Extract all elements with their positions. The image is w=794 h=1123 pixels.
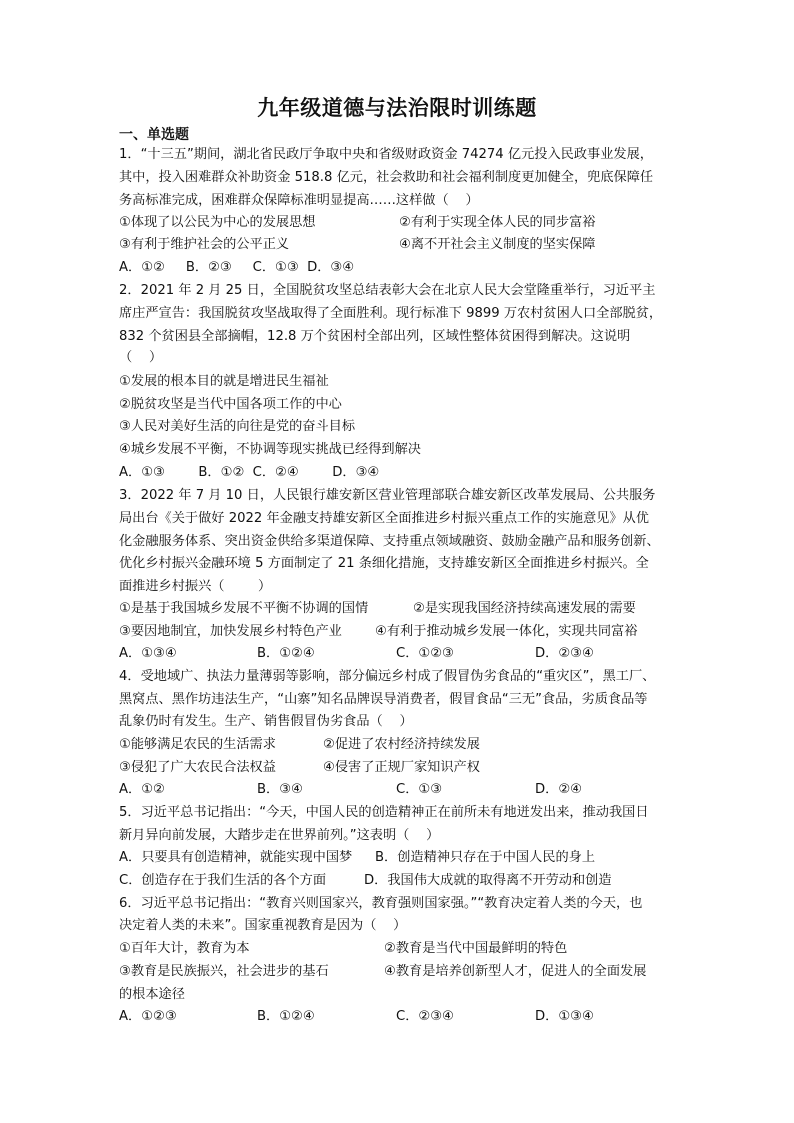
question-5-answer-b: B．创造精神只存在于中国人民的身上 <box>375 850 596 865</box>
question-5-line-1: 5．习近平总书记指出：“今天，中国人民的创造精神正在前所未有地迸发出来，推动我国日 <box>119 805 649 820</box>
question-3-line-3: 化金融服务体系、突出资金供给多渠道保障、支持重点领域融资、鼓励金融产品和服务创新、 <box>119 534 660 549</box>
question-3-options-row-1 <box>119 598 679 620</box>
question-1-options-row-2 <box>119 234 679 256</box>
question-3-answer-c: C．①②③ <box>396 646 454 661</box>
question-4-option-4: ④侵害了正规厂家知识产权 <box>323 760 480 775</box>
question-3-option-4: ④有利于推动城乡发展一体化，实现共同富裕 <box>375 624 638 639</box>
question-6-answers <box>119 1006 679 1028</box>
question-1-option-4: ④离不开社会主义制度的坚实保障 <box>399 237 596 252</box>
question-6-option-3: ③教育是民族振兴，社会进步的基石 <box>119 964 329 979</box>
question-5-answers-row-2 <box>119 870 679 892</box>
question-6-option-1: ①百年大计，教育为本 <box>119 941 250 956</box>
question-6-answer-c: C．②③④ <box>396 1009 454 1024</box>
question-5-answer-c: C．创造存在于我们生活的各个方面 <box>119 873 327 888</box>
question-5-line-2: 新月异向前发展，大踏步走在世界前列。”这表明（ ） <box>119 828 440 843</box>
question-3-option-1: ①是基于我国城乡发展不平衡不协调的国情 <box>119 601 369 616</box>
question-3-option-3: ③要因地制宜，加快发展乡村特色产业 <box>119 624 342 639</box>
question-6-line-2: 决定着人类的未来”。国家重视教育是因为（ ） <box>119 918 407 933</box>
question-2-option-3: ③人民对美好生活的向往是党的奋斗目标 <box>119 419 356 434</box>
question-4-line-1: 4．受地域广、执法力量薄弱等影响，部分偏远乡村成了假冒伪劣食品的“重灾区”，黑工厂、 <box>119 669 656 684</box>
question-3-line-5: 面推进乡村振兴（ ） <box>119 579 272 594</box>
question-2-option-1: ①发展的根本目的就是增进民生福祉 <box>119 374 329 389</box>
question-4-answer-a: A．①② <box>119 782 165 797</box>
question-1-option-1: ①体现了以公民为中心的发展思想 <box>119 215 316 230</box>
question-4-options-row-2 <box>119 757 679 779</box>
question-3-answers <box>119 643 679 665</box>
question-3-answer-a: A．①③④ <box>119 646 177 661</box>
question-2-line-2: 席庄严宣告：我国脱贫攻坚战取得了全面胜利。现行标准下 9899 万农村贫困人口全部脱贫， <box>119 306 663 321</box>
question-2-line-4: （ ） <box>119 350 163 365</box>
question-6-option-2: ②教育是当代中国最鲜明的特色 <box>384 941 568 956</box>
question-2-line-3: 832 个贫困县全部摘帽，12.8 万个贫困村全部出列，区域性整体贫困得到解决。这说明 <box>119 329 631 344</box>
question-3-options-row-2 <box>119 621 679 643</box>
page-title: 九年级道德与法治限时训练题 <box>257 96 537 120</box>
question-4-answer-c: C．①③ <box>396 782 443 797</box>
question-5-answer-d: D．我国伟大成就的取得离不开劳动和创造 <box>364 873 612 888</box>
question-2-line-1: 2．2021 年 2 月 25 日，全国脱贫攻坚总结表彰大会在北京人民大会堂隆重举行，习近平主 <box>119 283 656 298</box>
question-1-line-2: 其中，投入困难群众补助资金 518.8 亿元，社会救助和社会福利制度更加健全，兜底保障任 <box>119 170 654 185</box>
question-3-line-4: 优化乡村振兴金融环境 5 方面制定了 21 条细化措施，支持雄安新区全面推进乡村振兴。全 <box>119 556 649 571</box>
question-1-answers: A．①② B．②③ C．①③ D．③④ <box>119 260 355 275</box>
question-1-line-3: 务高标准完成，困难群众保障标准明显提高……这样做（ ） <box>119 193 479 208</box>
question-3-answer-d: D．②③④ <box>535 646 594 661</box>
question-4-option-3: ③侵犯了广大农民合法权益 <box>119 760 276 775</box>
question-4-option-2: ②促进了农村经济持续发展 <box>323 737 480 752</box>
question-4-answer-d: D．②④ <box>535 782 582 797</box>
question-1-option-2: ②有利于实现全体人民的同步富裕 <box>399 215 596 230</box>
question-4-options-row-1 <box>119 734 679 756</box>
question-3-line-1: 3．2022 年 7 月 10 日，人民银行雄安新区营业管理部联合雄安新区改革发展局、公共服务 <box>119 488 656 503</box>
question-3-line-2: 局出台《关于做好 2022 年金融支持雄安新区全面推进乡村振兴重点工作的实施意见》从优 <box>119 511 649 526</box>
question-3-answer-b: B．①②④ <box>257 646 315 661</box>
section-heading: 一、单选题 <box>119 127 189 143</box>
question-4-line-2: 黑窝点、黑作坊违法生产，“山寨”知名品牌误导消费者，假冒食品“三无”食品，劣质食品等 <box>119 692 648 707</box>
question-4-answers <box>119 779 679 801</box>
question-6-option-4-continued: 的根本途径 <box>119 987 185 1002</box>
question-5-answer-a: A．只要具有创造精神，就能实现中国梦 <box>119 850 353 865</box>
question-3-option-2: ②是实现我国经济持续高速发展的需要 <box>413 601 636 616</box>
question-4-answer-b: B．③④ <box>257 782 303 797</box>
question-2-option-4: ④城乡发展不平衡，不协调等现实挑战已经得到解决 <box>119 442 421 457</box>
question-1-line-1: 1．“十三五”期间，湖北省民政厅争取中央和省级财政资金 74274 亿元投入民政事业发展， <box>119 147 653 162</box>
question-6-answer-b: B．①②④ <box>257 1009 315 1024</box>
question-6-options-row-2 <box>119 961 679 983</box>
question-1-options-row-1 <box>119 212 679 234</box>
question-6-option-4: ④教育是培养创新型人才，促进人的全面发展 <box>384 964 647 979</box>
question-6-line-1: 6．习近平总书记指出：“教育兴则国家兴，教育强则国家强。”“教育决定着人类的今天，也 <box>119 896 643 911</box>
question-1-option-3: ③有利于维护社会的公平正义 <box>119 237 290 252</box>
question-6-options-row-1 <box>119 938 679 960</box>
question-6-answer-d: D．①③④ <box>535 1009 594 1024</box>
question-2-answers: A．①③ B．①② C．②④ D．③④ <box>119 465 380 480</box>
question-4-line-3: 乱象仍时有发生。生产、销售假冒伪劣食品（ ） <box>119 714 413 729</box>
question-6-answer-a: A．①②③ <box>119 1009 177 1024</box>
question-5-answers-row-1 <box>119 847 679 869</box>
question-2-option-2: ②脱贫攻坚是当代中国各项工作的中心 <box>119 397 342 412</box>
question-4-option-1: ①能够满足农民的生活需求 <box>119 737 276 752</box>
